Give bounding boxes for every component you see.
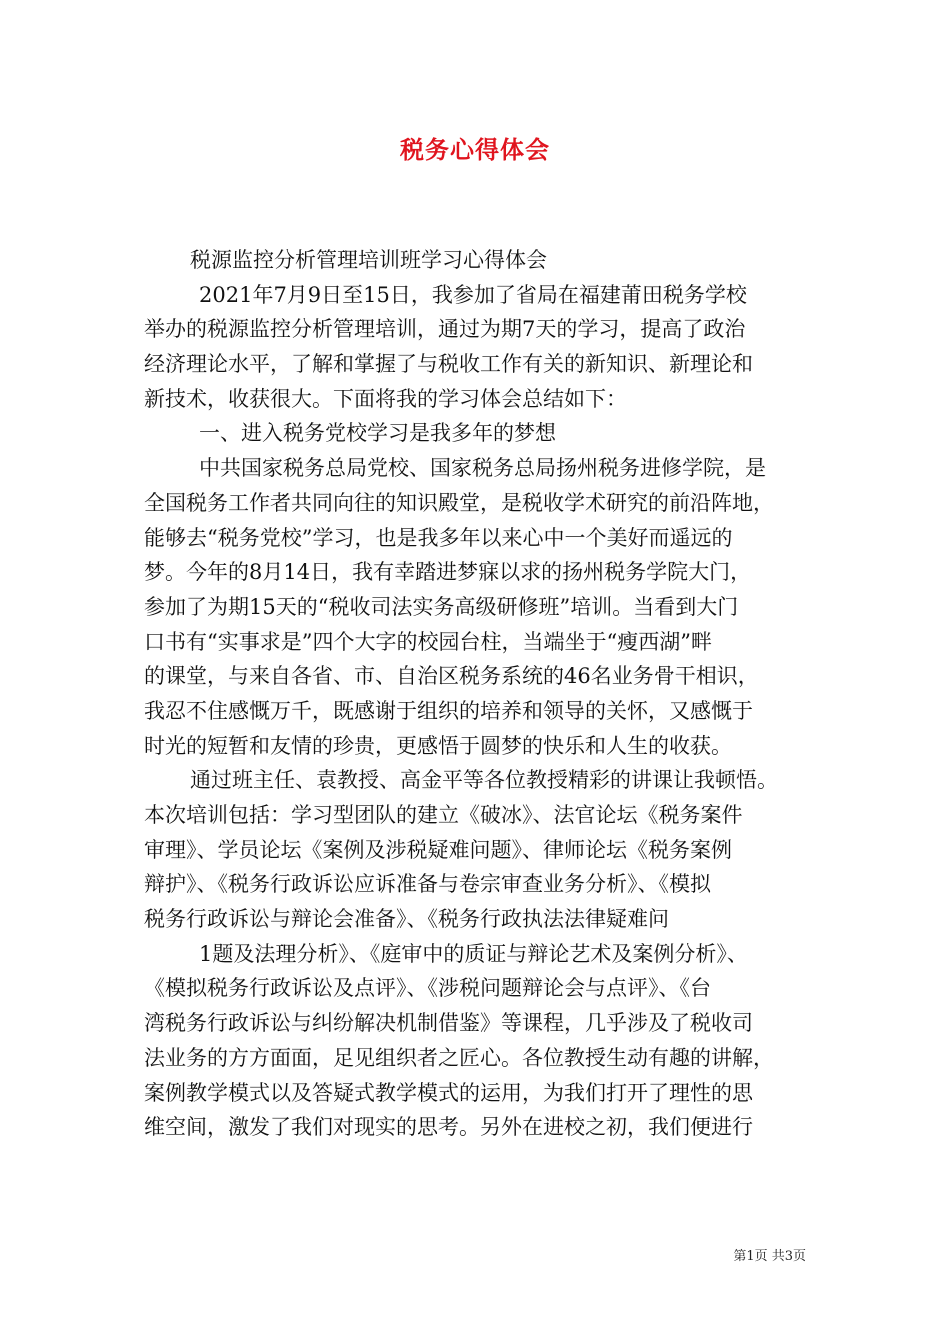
paragraph-line: 梦。今年的8月14日，我有幸踏进梦寐以求的扬州税务学院大门， — [144, 560, 752, 585]
paragraph-line: 辩护》、《税务行政诉讼应诉准备与卷宗审查业务分析》、《模拟 — [144, 872, 711, 897]
paragraph-line: 审理》、学员论坛《案例及涉税疑难问题》、律师论坛《税务案例 — [144, 837, 732, 862]
paragraph-line: 中共国家税务总局党校、国家税务总局扬州税务进修学院，是 — [199, 456, 766, 481]
subtitle-line: 税源监控分析管理培训班学习心得体会 — [190, 248, 547, 272]
paragraph-line: 2021年7月9日至15日，我参加了省局在福建莆田税务学校 — [199, 282, 747, 307]
paragraph-line: 时光的短暂和友情的珍贵，更感悟于圆梦的快乐和人生的收获。 — [144, 733, 732, 758]
paragraph-line: 口书有“实事求是”四个大字的校园台柱，当端坐于“瘦西湖”畔 — [144, 629, 712, 654]
document-title: 税务心得体会 — [400, 135, 550, 164]
paragraph-line: 举办的税源监控分析管理培训，通过为期7天的学习，提高了政治 — [144, 317, 746, 342]
paragraph-line: 法业务的方方面面，足见组织者之匠心。各位教授生动有趣的讲解， — [144, 1045, 774, 1070]
paragraph-line: 《模拟税务行政诉讼及点评》、《涉税问题辩论会与点评》、《台 — [144, 976, 711, 1001]
paragraph-line: 案例教学模式以及答疑式教学模式的运用，为我们打开了理性的思 — [144, 1080, 753, 1105]
paragraph-line: 1题及法理分析》、《庭审中的质证与辩论艺术及案例分析》、 — [199, 941, 748, 966]
paragraph-line: 参加了为期15天的“税收司法实务高级研修班”培训。当看到大门 — [144, 594, 739, 619]
page-number: 第1页 共3页 — [733, 1249, 806, 1264]
paragraph-line: 湾税务行政诉讼与纠纷解决机制借鉴》等课程，几乎涉及了税收司 — [144, 1011, 753, 1036]
paragraph-line: 本次培训包括：学习型团队的建立《破冰》、法官论坛《税务案件 — [144, 803, 743, 827]
paragraph-line: 税务行政诉讼与辩论会准备》、《税务行政执法法律疑难问 — [144, 907, 669, 932]
paragraph-line: 能够去“税务党校”学习，也是我多年以来心中一个美好而遥远的 — [144, 525, 733, 550]
paragraph-line: 通过班主任、袁教授、高金平等各位教授精彩的讲课让我顿悟。 — [190, 768, 778, 793]
paragraph-line: 的课堂，与来自各省、市、自治区税务系统的46名业务骨干相识， — [144, 664, 759, 689]
paragraph-line: 全国税务工作者共同向往的知识殿堂，是税收学术研究的前沿阵地， — [144, 490, 774, 515]
paragraph-line: 新技术，收获很大。下面将我的学习体会总结如下： — [144, 386, 627, 411]
paragraph-line: 经济理论水平，了解和掌握了与税收工作有关的新知识、新理论和 — [144, 352, 753, 377]
document-body — [144, 243, 814, 1145]
section-heading: 一、进入税务党校学习是我多年的梦想 — [199, 421, 556, 446]
paragraph-line: 我忍不住感慨万千，既感谢于组织的培养和领导的关怀，又感慨于 — [144, 698, 753, 723]
paragraph-line: 维空间，激发了我们对现实的思考。另外在进校之初，我们便进行 — [144, 1115, 753, 1140]
